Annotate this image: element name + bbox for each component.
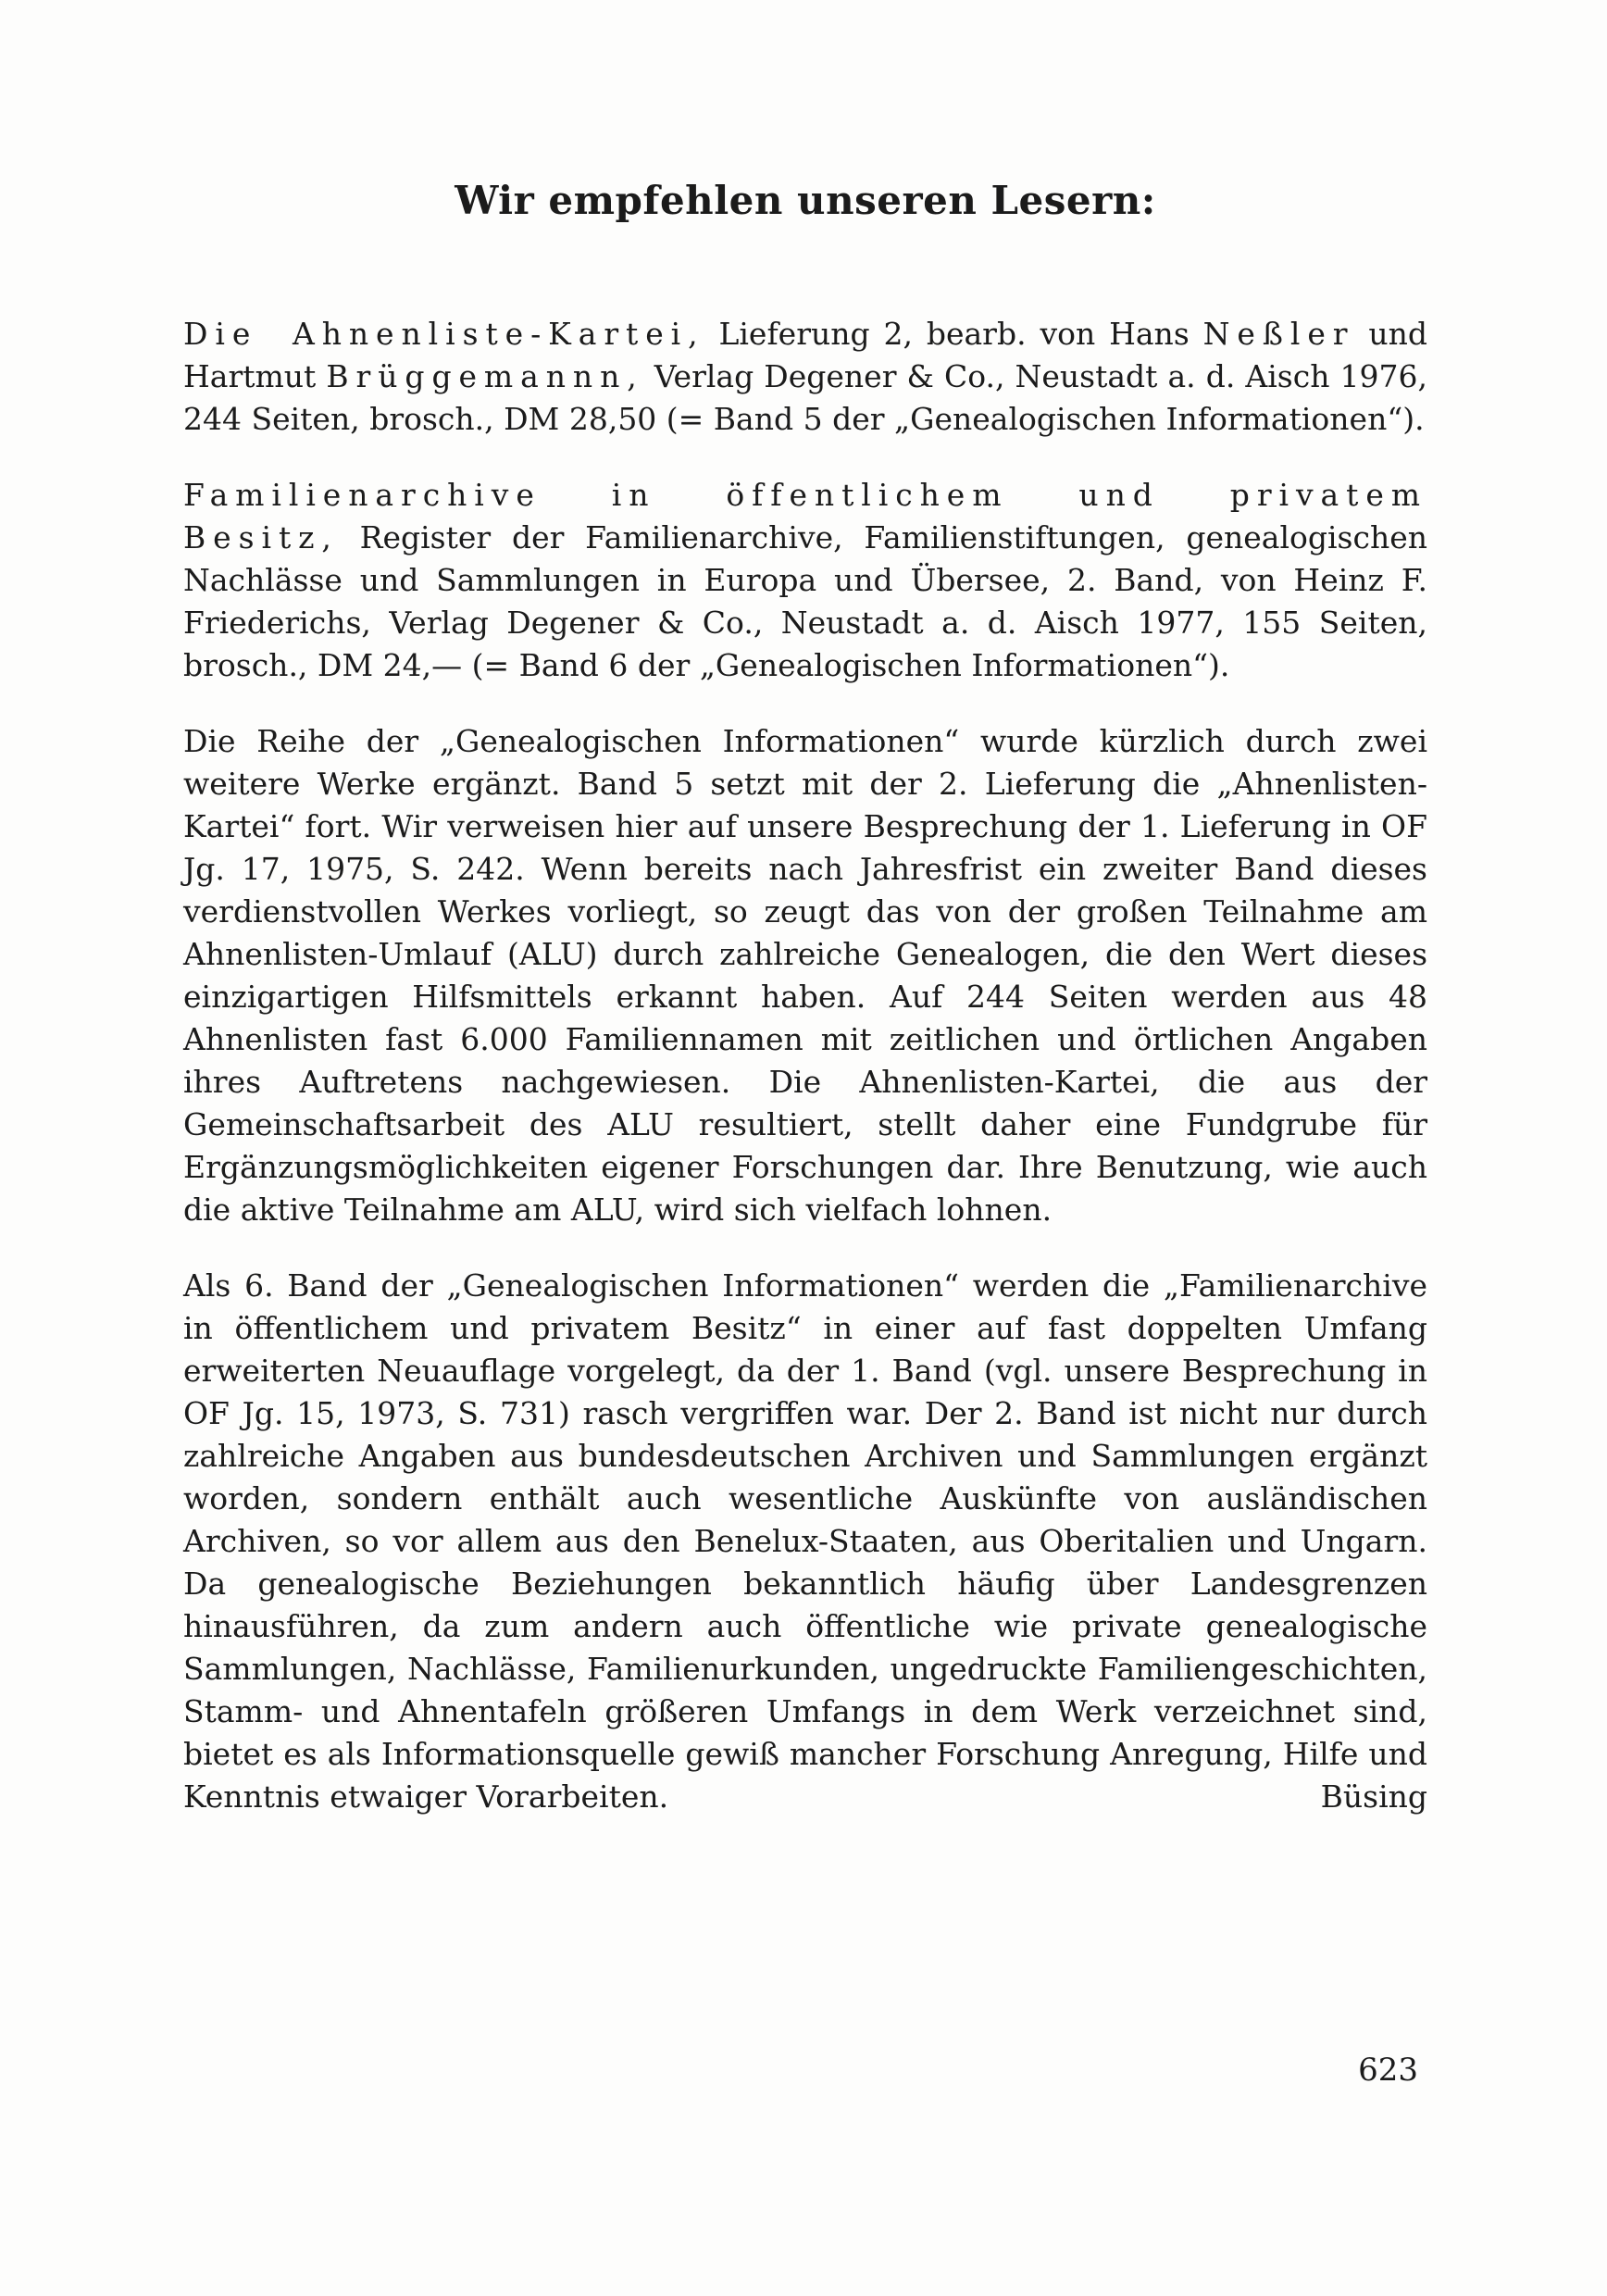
paragraph-discussion-1: Die Reihe der „Genealogischen Informationen“ wurde kürzlich durch zwei weitere Werke ergänzt. Band 5 setzt mit der 2. Lieferung die „Ahnenlisten-Kartei“ fort. Wir verweisen hier auf unsere Besprechung der 1. Lieferung in OF Jg. 17, 1975, S. 242. Wenn bereits nach Jahresfrist ein zweiter Band dieses verdienstvollen Werkes vorliegt, so zeugt das von der großen Teilnahme am Ahnenlisten-Umlauf (ALU) durch zahlreiche Genealogen, die den Wert dieses einzigartigen Hilfsmittels erkannt haben. Auf 244 Seiten werden aus 48 Ahnenlisten fast 6.000 Familiennamen mit zeitlichen und örtlichen Angaben ihres Auftretens nachgewiesen. Die Ahnenlisten-Kartei, die aus der Gemeinschaftsarbeit des ALU resultiert, stellt daher eine Fundgrube für Ergänzungsmöglichkeiten eigener Forschungen dar. Ihre Benutzung, wie auch die aktive Teilnahme am ALU, wird sich vielfach lohnen. xyxy=(183,723,1427,1228)
page-number: 623 xyxy=(1358,2052,1418,2089)
reviewer-signature: Büsing xyxy=(1320,1778,1427,1815)
review2-text: Register der Familienarchive, Familienstiftungen, genealogischen Nachlässe und Sammlungen in Europa und Übersee, 2. Band, von Heinz F. Friederichs, Verlag Degener & Co., Neustadt a. d. Aisch 1977, 155 Seiten, brosch., DM 24,— (= Band 6 der „Genealogischen Informationen“). xyxy=(183,519,1427,683)
discussion2-text: Als 6. Band der „Genealogischen Informationen“ werden die „Familienarchive in öffentlichem und privatem Besitz“ in einer auf fast doppelten Umfang erweiterten Neuauflage vorgelegt, da der 1. Band (vgl. unsere Besprechung in OF Jg. 15, 1973, S. 731) rasch vergriffen war. Der 2. Band ist nicht nur durch zahlreiche Angaben aus bundesdeutschen Archiven und Sammlungen ergänzt worden, sondern enthält auch wesentliche Auskünfte von ausländischen Archiven, so vor allem aus den Benelux-Staaten, aus Oberitalien und Ungarn. Da genealogische Beziehungen bekanntlich häufig über Landesgrenzen hinausführen, da zum andern auch öffentliche wie private genealogische Sammlungen, Nachlässe, Familienurkunden, ungedruckte Familiengeschichten, Stamm- und Ahnentafeln größeren Umfangs in dem Werk verzeichnet sind, bietet es als Informationsquelle gewiß mancher Forschung Anregung, Hilfe und Kenntnis etwaiger Vorarbeiten. xyxy=(183,1267,1427,1815)
review1-text-2: und Hartmut xyxy=(183,316,1427,394)
page-title: Wir empfehlen unseren Lesern: xyxy=(455,178,1156,223)
paragraph-review-1 xyxy=(183,313,1427,441)
paragraph-review-2 xyxy=(183,474,1427,687)
review1-author-nessler-spaced: Neßler xyxy=(1202,316,1355,352)
text-block xyxy=(183,178,1427,1818)
review1-text: Lieferung 2, bearb. von Hans xyxy=(704,316,1203,352)
review1-title-spaced: Die Ahnenliste-Kartei, xyxy=(183,316,705,352)
review1-text-3: Verlag Degener & Co., Neustadt a. d. Aisch 1976, 244 Seiten, brosch., DM 28,50 (= Band 5 der „Genealogischen Informationen“). xyxy=(183,358,1427,437)
review2-title-spaced: Familienarchive in öffentlichem und privatem Besitz, xyxy=(183,477,1427,555)
paragraph-discussion-2 xyxy=(183,1265,1427,1818)
review1-author-brueggemann-spaced: Brüggemannn, xyxy=(326,358,644,394)
